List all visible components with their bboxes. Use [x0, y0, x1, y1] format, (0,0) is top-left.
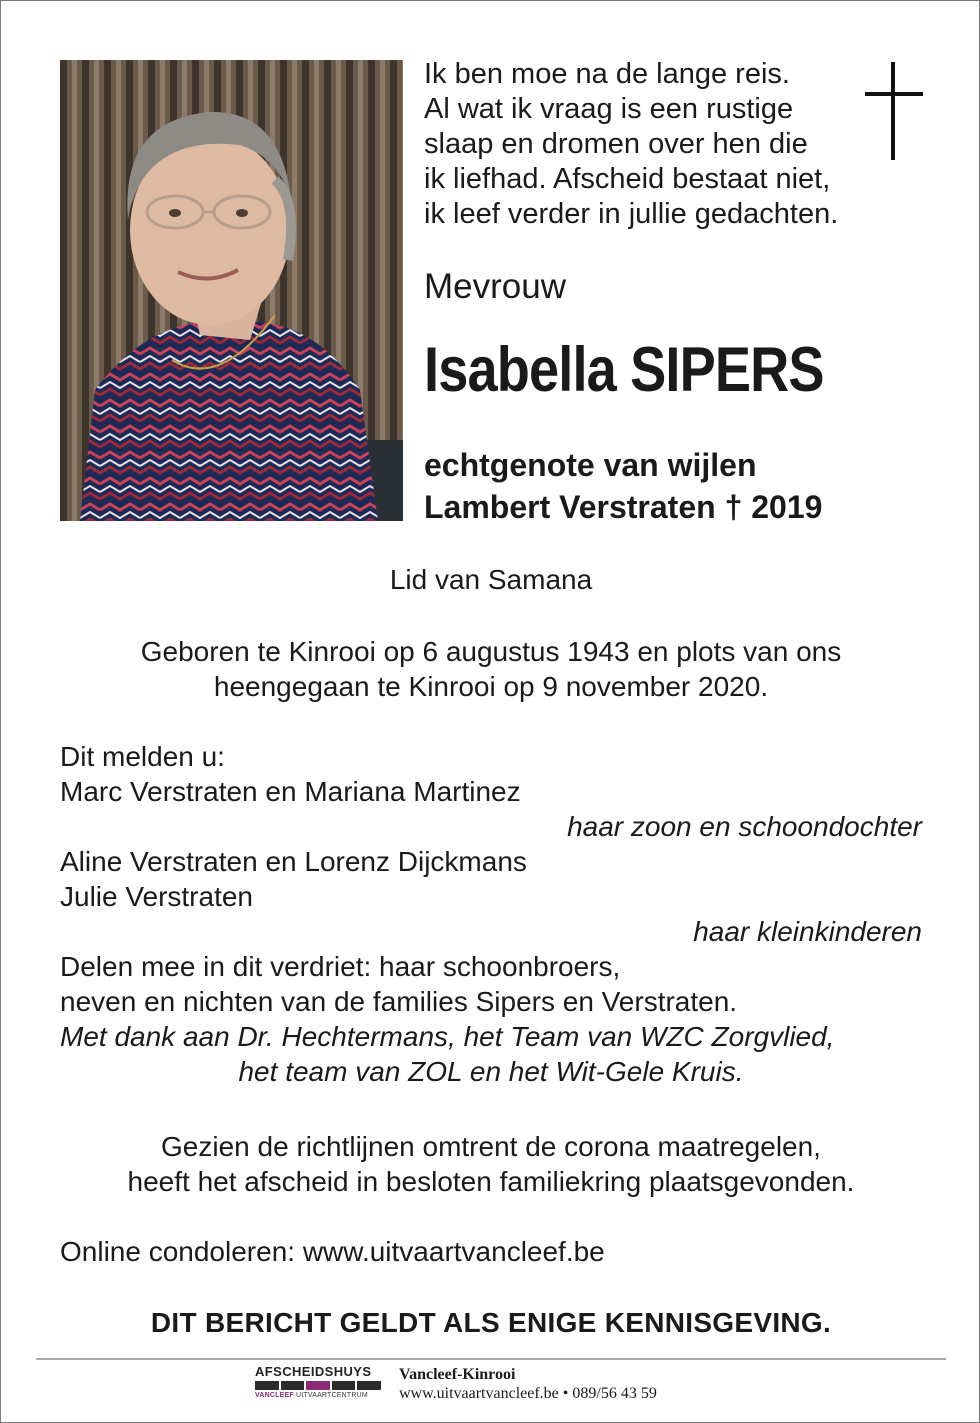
- official-notice: DIT BERICHT GELDT ALS ENIGE KENNISGEVING.: [150, 1307, 832, 1338]
- company-name: Vancleef-Kinrooi: [399, 1366, 516, 1383]
- spouse-line-1: echtgenote van wijlen: [424, 447, 757, 483]
- portrait-photo: [60, 60, 403, 521]
- logo-left: VANCLEEF: [255, 1392, 294, 1399]
- funeral-home-contact: [399, 1365, 657, 1403]
- corona-line: Gezien de richtlijnen omtrent de corona maatregelen,: [161, 1131, 821, 1162]
- family-relation: haar zoon en schoondochter: [567, 811, 922, 842]
- poem-line: ik leef verder in jullie gedachten.: [424, 198, 839, 230]
- logo-right: UITVAARTCENTRUM: [295, 1392, 368, 1399]
- poem-line: slaap en dromen over hen die: [424, 128, 808, 160]
- online-condolence: Online condoleren: www.uitvaartvancleef.be: [60, 1236, 605, 1267]
- family-names: Marc Verstraten en Mariana Martinez: [60, 776, 521, 807]
- poem-line: Al wat ik vraag is een rustige: [424, 93, 794, 125]
- family-list: [60, 739, 922, 1089]
- funeral-home-logo: [255, 1364, 383, 1404]
- company-contact: www.uitvaartvancleef.be • 089/56 43 59: [399, 1385, 657, 1402]
- share-line: Delen mee in dit verdriet: haar schoonbroers,: [60, 951, 621, 982]
- birth-death-info: [1, 634, 980, 704]
- family-intro: Dit melden u:: [60, 741, 225, 772]
- salutation: Mevrouw: [424, 267, 566, 306]
- thanks-line: het team van ZOL en het Wit-Gele Kruis.: [238, 1056, 744, 1087]
- family-names: Julie Verstraten: [60, 881, 253, 912]
- footer-divider: [36, 1358, 946, 1360]
- corona-line: heeft het afscheid in besloten familiekring plaatsgevonden.: [127, 1166, 855, 1197]
- membership: Lid van Samana: [389, 564, 593, 595]
- logo-subtitle: [255, 1392, 383, 1399]
- poem: [424, 57, 864, 232]
- spouse-info: [424, 444, 822, 528]
- corona-notice: [1, 1129, 980, 1199]
- family-relation: haar kleinkinderen: [693, 916, 922, 947]
- deceased-name: Isabella SIPERS: [424, 335, 824, 405]
- cross-icon: [865, 62, 923, 160]
- birth-line: Geboren te Kinrooi op 6 augustus 1943 en plots van ons: [140, 636, 842, 667]
- thanks-line: Met dank aan Dr. Hechtermans, het Team van WZC Zorgvlied,: [60, 1021, 835, 1052]
- death-line: heengegaan te Kinrooi op 9 november 2020.: [213, 671, 769, 702]
- poem-line: Ik ben moe na de lange reis.: [424, 58, 790, 90]
- logo-bars: [255, 1381, 383, 1390]
- spouse-line-2: Lambert Verstraten † 2019: [424, 489, 823, 525]
- family-names: Aline Verstraten en Lorenz Dijckmans: [60, 846, 527, 877]
- logo-title: AFSCHEIDSHUYS: [255, 1364, 372, 1379]
- share-line: neven en nichten van de families Sipers en Verstraten.: [60, 986, 738, 1017]
- poem-line: ik liefhad. Afscheid bestaat niet,: [424, 163, 831, 195]
